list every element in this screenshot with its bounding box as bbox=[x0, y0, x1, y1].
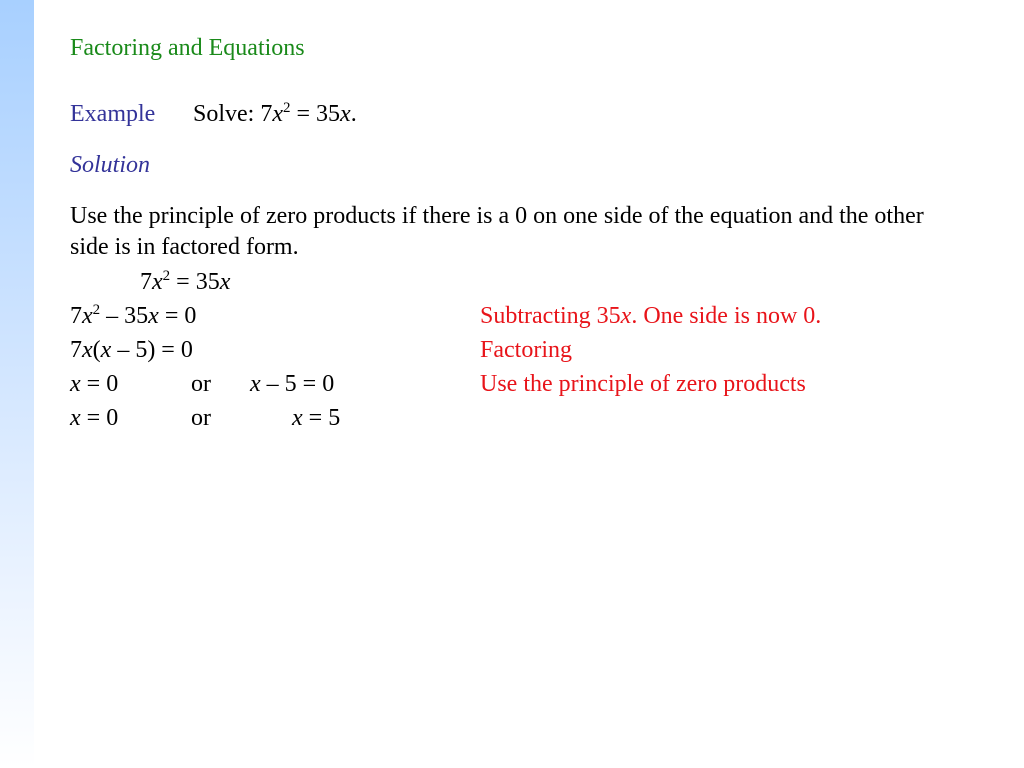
step-5-left-text: x = 0 bbox=[70, 405, 119, 431]
problem-prefix: Solve: 7 bbox=[193, 101, 273, 127]
problem-exponent: 2 bbox=[283, 100, 291, 116]
step-5-right bbox=[292, 403, 340, 433]
step-2-text: $7x^2 - 35x = 0$ bbox=[70, 302, 197, 329]
problem-middle: = 35 bbox=[290, 101, 341, 127]
step-5-right-text: x = 5 bbox=[292, 405, 341, 431]
step-4-left bbox=[70, 369, 118, 399]
note-2: Factoring bbox=[480, 337, 572, 363]
step-2 bbox=[70, 301, 196, 331]
note-1 bbox=[480, 301, 821, 331]
step-5-left bbox=[70, 403, 118, 433]
decorative-sidebar bbox=[0, 0, 34, 768]
step-3 bbox=[70, 335, 193, 365]
problem-variable-2: x bbox=[340, 101, 351, 127]
step-4-or: or bbox=[191, 371, 211, 397]
slide-title: Factoring and Equations bbox=[70, 35, 305, 61]
step-3-text: 7x(x – 5) = 0 bbox=[70, 337, 193, 363]
problem-end: . bbox=[350, 101, 357, 127]
step-1 bbox=[140, 267, 230, 297]
step-1-text: $7x^2 = 35x$ bbox=[140, 268, 231, 295]
problem-statement bbox=[193, 99, 357, 129]
step-4-left-text: x = 0 bbox=[70, 371, 119, 397]
problem-variable: x bbox=[272, 101, 283, 127]
note-1-text: Subtracting 35x. One side is now 0. bbox=[480, 303, 822, 329]
example-label: Example bbox=[70, 101, 156, 127]
solution-label: Solution bbox=[70, 152, 151, 178]
step-4-right bbox=[250, 369, 334, 399]
note-3: Use the principle of zero products bbox=[480, 371, 806, 397]
explanation-paragraph: Use the principle of zero products if there is a 0 on one side of the equation and the other side is in factored form. bbox=[70, 203, 924, 260]
step-5-or: or bbox=[191, 405, 211, 431]
step-4-right-text: x – 5 = 0 bbox=[250, 371, 335, 397]
